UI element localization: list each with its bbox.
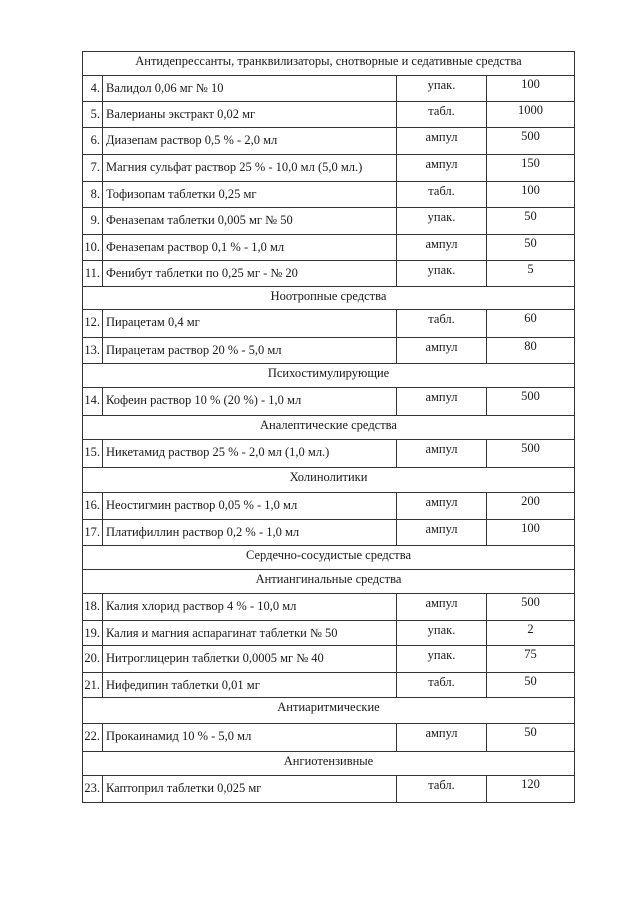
quantity: 150	[521, 156, 540, 170]
quantity: 75	[524, 647, 537, 661]
unit-of-measure: упак.	[397, 208, 487, 234]
table-row	[82, 387, 575, 415]
unit-of-measure: табл.	[397, 673, 487, 697]
unit-of-measure: ампул	[397, 493, 487, 519]
medication-name: Валидол 0,06 мг № 10	[103, 76, 397, 101]
row-number: 7.	[83, 155, 103, 181]
row-number: 9.	[83, 208, 103, 234]
quantity: 500	[521, 129, 540, 143]
table-row	[82, 309, 575, 337]
medication-name: Неостигмин раствор 0,05 % - 1,0 мл	[103, 493, 397, 519]
section-heading-row	[82, 51, 575, 75]
quantity: 50	[524, 236, 537, 250]
medication-name: Валерианы экстракт 0,02 мг	[103, 102, 397, 127]
section-heading-row	[82, 697, 575, 723]
section-heading-row	[82, 751, 575, 775]
row-number: 6.	[83, 128, 103, 154]
medication-name: Нифедипин таблетки 0,01 мг	[103, 673, 397, 697]
section-title: Ангиотензивные	[283, 754, 374, 768]
quantity: 200	[521, 494, 540, 508]
quantity: 5	[527, 262, 534, 276]
row-number: 16.	[83, 493, 103, 519]
medication-table	[82, 51, 575, 803]
row-number: 8.	[83, 182, 103, 207]
row-number: 15.	[83, 440, 103, 467]
medication-name: Платифиллин раствор 0,2 % - 1,0 мл	[103, 520, 397, 545]
row-number: 13.	[83, 338, 103, 363]
section-title: Антиаритмические	[277, 700, 380, 714]
row-number: 19.	[83, 621, 103, 645]
row-number: 4.	[83, 76, 103, 101]
unit-of-measure: ампул	[397, 128, 487, 154]
quantity: 50	[524, 725, 537, 739]
medication-name: Феназепам таблетки 0,005 мг № 50	[103, 208, 397, 234]
quantity: 2	[527, 622, 534, 636]
table-row	[82, 260, 575, 286]
row-number: 20.	[83, 646, 103, 672]
section-title: Ноотропные средства	[270, 289, 387, 303]
unit-of-measure: табл.	[397, 776, 487, 802]
quantity: 100	[521, 77, 540, 91]
unit-of-measure: табл.	[397, 182, 487, 207]
unit-of-measure: ампул	[397, 338, 487, 363]
medication-name: Прокаинамид 10 % - 5,0 мл	[103, 724, 397, 751]
quantity: 100	[521, 183, 540, 197]
section-heading-row	[82, 467, 575, 492]
table-row	[82, 75, 575, 101]
section-title: Антидепрессанты, транквилизаторы, снотворные и седативные средства	[135, 54, 522, 68]
table-row	[82, 723, 575, 751]
table-row	[82, 620, 575, 645]
section-heading-row	[82, 545, 575, 569]
unit-of-measure: упак.	[397, 646, 487, 672]
medication-name: Нитроглицерин таблетки 0,0005 мг № 40	[103, 646, 397, 672]
row-number: 11.	[83, 261, 103, 286]
quantity: 50	[524, 209, 537, 223]
quantity: 80	[524, 339, 537, 353]
table-row	[82, 234, 575, 260]
row-number: 10.	[83, 235, 103, 260]
table-row	[82, 207, 575, 234]
section-heading-row	[82, 415, 575, 439]
row-number: 5.	[83, 102, 103, 127]
row-number: 23.	[83, 776, 103, 802]
table-row	[82, 775, 575, 803]
quantity: 500	[521, 389, 540, 403]
unit-of-measure: ампул	[397, 388, 487, 415]
medication-name: Кофеин раствор 10 % (20 %) - 1,0 мл	[103, 388, 397, 415]
row-number: 21.	[83, 673, 103, 697]
row-number: 14.	[83, 388, 103, 415]
section-heading-row	[82, 569, 575, 593]
unit-of-measure: ампул	[397, 520, 487, 545]
section-heading-row	[82, 363, 575, 387]
unit-of-measure: упак.	[397, 76, 487, 101]
quantity: 500	[521, 595, 540, 609]
table-row	[82, 492, 575, 519]
row-number: 22.	[83, 724, 103, 751]
row-number: 17.	[83, 520, 103, 545]
section-title: Холинолитики	[289, 470, 368, 484]
medication-name: Магния сульфат раствор 25 % - 10,0 мл (5,0 мл.)	[103, 155, 397, 181]
table-row	[82, 337, 575, 363]
table-row	[82, 181, 575, 207]
unit-of-measure: ампул	[397, 594, 487, 620]
table-row	[82, 519, 575, 545]
medication-name: Никетамид раствор 25 % - 2,0 мл (1,0 мл.)	[103, 440, 397, 467]
medication-name: Фенибут таблетки по 0,25 мг - № 20	[103, 261, 397, 286]
quantity: 100	[521, 521, 540, 535]
unit-of-measure: ампул	[397, 724, 487, 751]
unit-of-measure: упак.	[397, 261, 487, 286]
medication-name: Пирацетам 0,4 мг	[103, 310, 397, 337]
table-row	[82, 154, 575, 181]
table-row	[82, 593, 575, 620]
table-row	[82, 645, 575, 672]
medication-name: Диазепам раствор 0,5 % - 2,0 мл	[103, 128, 397, 154]
medication-name: Калия и магния аспарагинат таблетки № 50	[103, 621, 397, 645]
section-title: Психостимулирующие	[267, 366, 390, 380]
section-title: Аналептические средства	[260, 418, 397, 432]
table-row	[82, 101, 575, 127]
section-heading-row	[82, 286, 575, 309]
medication-name: Калия хлорид раствор 4 % - 10,0 мл	[103, 594, 397, 620]
unit-of-measure: табл.	[397, 102, 487, 127]
quantity: 500	[521, 441, 540, 455]
row-number: 18.	[83, 594, 103, 620]
quantity: 60	[524, 311, 537, 325]
table-row	[82, 672, 575, 697]
unit-of-measure: ампул	[397, 440, 487, 467]
unit-of-measure: табл.	[397, 310, 487, 337]
table-row	[82, 439, 575, 467]
quantity: 1000	[518, 103, 543, 117]
section-title: Антиангинальные средства	[255, 572, 402, 586]
unit-of-measure: упак.	[397, 621, 487, 645]
unit-of-measure: ампул	[397, 235, 487, 260]
section-title: Сердечно-сосудистые средства	[245, 548, 412, 562]
medication-name: Каптоприл таблетки 0,025 мг	[103, 776, 397, 802]
table-row	[82, 127, 575, 154]
medication-name: Пирацетам раствор 20 % - 5,0 мл	[103, 338, 397, 363]
medication-name: Феназепам раствор 0,1 % - 1,0 мл	[103, 235, 397, 260]
unit-of-measure: ампул	[397, 155, 487, 181]
row-number: 12.	[83, 310, 103, 337]
medication-name: Тофизопам таблетки 0,25 мг	[103, 182, 397, 207]
quantity: 50	[524, 674, 537, 688]
quantity: 120	[521, 777, 540, 791]
